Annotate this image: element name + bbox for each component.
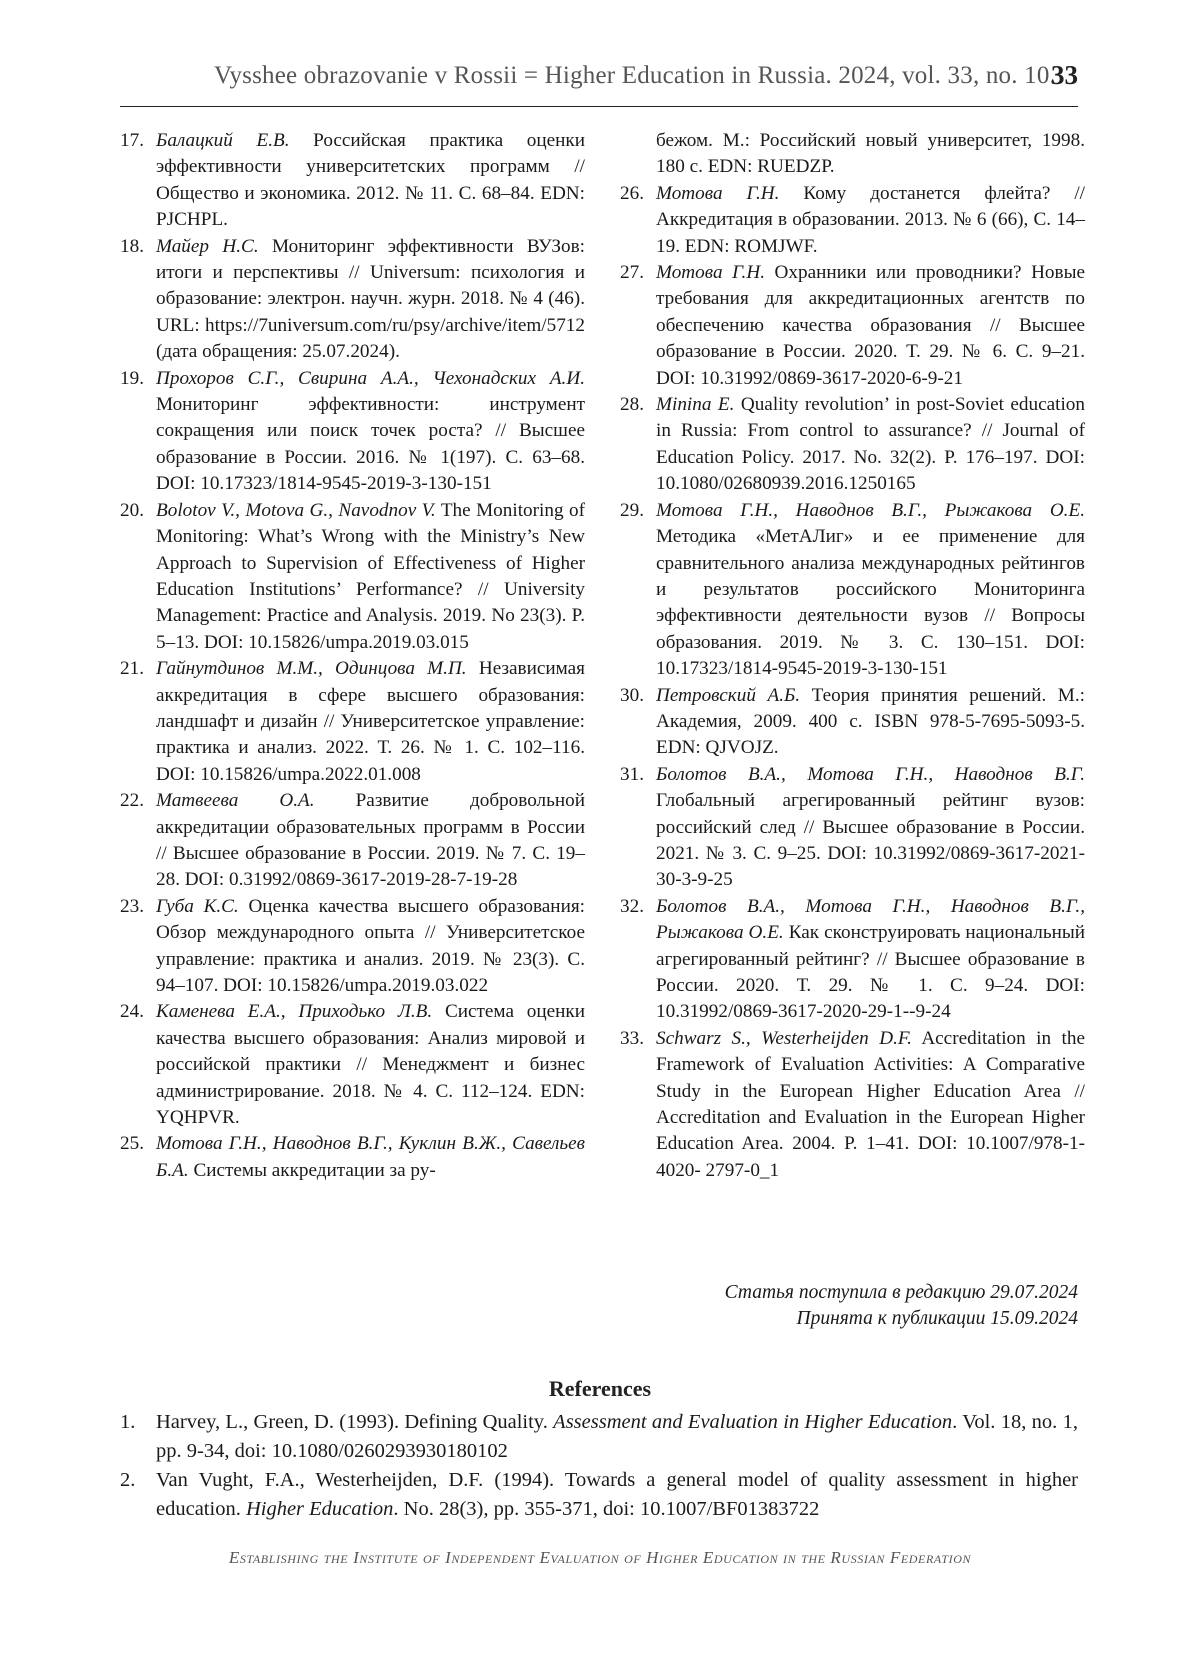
right-reference-column xyxy=(620,128,1085,1184)
reference-number: 26. xyxy=(620,182,644,204)
reference-text: Независимая аккредитация в сфере высшего образования: ландшафт и дизайн // Университетское управление: практика и анализ. 2022. Т. 26. № 1. С. 102–116. DOI: 10.15826/umpa.2022.01.008 xyxy=(156,658,586,785)
journal-title: Vysshee obrazovanie v Rossii = Higher Education in Russia. 2024, vol. 33, no. 10. xyxy=(214,62,1057,89)
reference-text: Quality revolution’ in post-Soviet education in Russia: From control to assurance? // Journal of Education Policy. 2017. No. 32(2). P. 176–197. DOI: 10.1080/02680939.2016.1250165 xyxy=(656,394,1085,495)
reference-authors: Болотов В.А., Мотова Г.Н., Наводнов В.Г. xyxy=(656,763,1085,785)
reference-text: Охранники или проводники? Новые требования для аккредитационных агентств по обеспечению качества образования // Высшее образование в России. 2020. Т. 29. № 6. С. 9–21. DOI: 10.31992/0869-3617-2020-6-9-21 xyxy=(656,262,1085,389)
reference-authors: Балацкий Е.В. xyxy=(156,130,290,151)
reference-number: 18. xyxy=(120,235,144,257)
reference-authors: Мотова Г.Н., Наводнов В.Г., Рыжакова О.Е. xyxy=(656,499,1085,521)
reference-details: . No. 28(3), pp. 355-371, doi: 10.1007/BF01383722 xyxy=(393,1498,820,1520)
page-number: 33 xyxy=(1051,60,1078,90)
reference-item xyxy=(620,894,1085,1026)
reference-number: 29. xyxy=(620,499,644,521)
reference-authors: Губа К.С. xyxy=(156,895,239,917)
reference-details: . Vol. 18, no. 1, pp. 9-34, doi: 10.1080/0260293930180102 xyxy=(156,1411,1078,1462)
reference-authors: Гайнутдинов М.М., Одинцова М.П. xyxy=(156,658,467,680)
journal-name: Assessment and Evaluation in Higher Education xyxy=(553,1411,953,1433)
reference-text: Система оценки качества высшего образования: Анализ мировой и российской практики // Менеджмент и бизнес администрирование. 2018. № 4. С. 112–124. EDN: YQHPVR. xyxy=(156,1001,585,1129)
reference-item xyxy=(120,234,585,366)
reference-number: 2. xyxy=(120,1469,136,1491)
reference-item xyxy=(120,656,585,788)
reference-number: 23. xyxy=(120,895,144,917)
english-reference-item xyxy=(120,1466,1078,1524)
journal-name: Higher Education xyxy=(245,1498,394,1520)
reference-authors: Minina E. xyxy=(656,394,735,416)
reference-number: 17. xyxy=(120,130,144,151)
reference-item xyxy=(120,894,585,1000)
reference-authors: Bolotov V., Motova G., Navodnov V. xyxy=(156,499,436,521)
reference-item xyxy=(120,999,585,1131)
reference-number: 21. xyxy=(120,658,144,680)
received-date: Статья поступила в редакцию 29.07.2024 xyxy=(724,1282,1078,1303)
reference-text: Российская практика оценки эффективности университетских программ // Общество и экономика. 2012. № 11. С. 68–84. EDN: PJCHPL. xyxy=(156,130,585,231)
reference-number: 22. xyxy=(120,790,144,812)
reference-item xyxy=(620,260,1085,392)
reference-number: 32. xyxy=(620,895,644,917)
reference-item xyxy=(620,1026,1085,1184)
reference-item xyxy=(620,498,1085,683)
reference-text: Теория принятия решений. М.: Академия, 2009. 400 с. ISBN 978-5-7695-5093-5. EDN: QJVOJZ. xyxy=(656,684,1085,759)
reference-item xyxy=(120,498,585,656)
reference-authors: Schwarz S., Westerheijden D.F. xyxy=(656,1027,912,1049)
reference-authors: Мотова Г.Н., Наводнов В.Г., Куклин В.Ж., Савельев Б.А. xyxy=(156,1133,585,1181)
reference-number: 25. xyxy=(120,1133,144,1155)
reference-number: 28. xyxy=(620,394,644,416)
reference-authors: Прохоров С.Г., Свирина А.А., Чехонадских А.И. xyxy=(156,367,585,389)
reference-item xyxy=(620,762,1085,894)
reference-item xyxy=(620,181,1085,260)
reference-number: 19. xyxy=(120,367,144,389)
reference-item xyxy=(620,392,1085,498)
reference-number: 24. xyxy=(120,1001,144,1023)
reference-text: бежом. М.: Российский новый университет, 1998. 180 с. EDN: RUEDZP. xyxy=(656,130,1085,178)
reference-text: Кому достанется флейта? // Аккредитация в образовании. 2013. № 6 (66), С. 14–19. EDN: ROMJWF. xyxy=(656,182,1086,257)
reference-text: Системы аккредитации за ру- xyxy=(188,1159,436,1181)
running-footer: Establishing the Institute of Independent Evaluation of Higher Education in the Russian Federation xyxy=(228,1548,972,1567)
english-references xyxy=(120,1408,1078,1524)
reference-text: Van Vught, F.A., Westerheijden, D.F. (1994). Towards a general model of quality assessment in higher education. xyxy=(156,1469,1078,1520)
reference-authors: Мотова Г.Н. xyxy=(656,182,780,204)
submission-dates xyxy=(725,1280,1078,1333)
english-reference-item xyxy=(120,1408,1078,1466)
reference-authors: Болотов В.А., Мотова Г.Н., Наводнов В.Г., Рыжакова О.Е. xyxy=(656,895,1085,944)
left-reference-column xyxy=(120,128,585,1184)
reference-item xyxy=(120,128,585,234)
reference-text: Как сконструировать национальный агрегированный рейтинг? // Высшее образование в России. 2020. Т. 29. № 1. С. 9–24. DOI: 10.31992/0869-3617-2020-29-1--9-24 xyxy=(656,922,1085,1023)
reference-authors: Майер Н.С. xyxy=(156,235,259,257)
reference-authors: Петровский А.Б. xyxy=(656,684,801,706)
reference-item xyxy=(120,1131,585,1184)
reference-text: Методика «МетАЛиг» и ее применение для сравнительного анализа международных рейтингов и результатов российского Мониторинга эффективности деятельности вузов // Вопросы образования. 2019. № 3. С. 130–151. DOI: 10.17323/1814-9545-2019-3-130-151 xyxy=(656,526,1085,680)
reference-text: Оценка качества высшего образования: Обзор международного опыта // Университетское управление: практика и анализ. 2019. № 23(3). С. 94–107. DOI: 10.15826/umpa.2019.03.022 xyxy=(156,895,585,996)
reference-number: 27. xyxy=(620,262,644,284)
reference-text: Мониторинг эффективности ВУЗов: итоги и перспективы // Universum: психология и образование: электрон. научн. журн. 2018. № 4 (46). URL: https://7universum.com/ru/psy/archive/item/5712 (дата обращения: 25.07.2024). xyxy=(156,235,585,363)
reference-text: The Monitoring of Monitoring: What’s Wrong with the Ministry’s New Approach to Supervision of Effectiveness of Higher Education Institutions’ Performance? // University Management: Practice and Analysis. 2019. No 23(3). P. 5–13. DOI: 10.15826/umpa.2019.03.015 xyxy=(156,499,585,653)
reference-authors: Матвеева О.А. xyxy=(156,790,315,812)
reference-item xyxy=(620,683,1085,762)
references-heading: References xyxy=(548,1376,652,1401)
reference-number: 31. xyxy=(620,763,644,785)
reference-text: Accreditation in the Framework of Evaluation Activities: A Comparative Study in the European Higher Education Area // Accreditation and Evaluation in the European Higher Education Area. 2004. P. 1–41. DOI: 10.1007/978-1-4020- 2797-0_1 xyxy=(656,1027,1085,1181)
reference-item xyxy=(620,128,1085,181)
reference-text: Harvey, L., Green, D. (1993). Defining Quality. xyxy=(156,1411,554,1433)
reference-text: Развитие добровольной аккредитации образовательных программ в России // Высшее образование в России. 2019. № 7. С. 19–28. DOI: 0.31992/0869-3617-2019-28-7-19-28 xyxy=(156,790,585,891)
running-header xyxy=(120,58,1078,107)
reference-authors: Каменева Е.А., Приходько Л.В. xyxy=(156,1001,433,1023)
reference-number: 33. xyxy=(620,1027,644,1049)
reference-item xyxy=(120,788,585,894)
reference-text: Мониторинг эффективности: инструмент сокращения или поиск точек роста? // Высшее образование в России. 2016. № 1(197). С. 63–68. DOI: 10.17323/1814-9545-2019-3-130-151 xyxy=(156,394,585,495)
reference-number: 20. xyxy=(120,499,144,521)
reference-authors: Мотова Г.Н. xyxy=(656,262,766,284)
accepted-date: Принята к публикации 15.09.2024 xyxy=(796,1308,1078,1330)
reference-number: 1. xyxy=(120,1411,136,1433)
reference-number: 30. xyxy=(620,684,644,706)
reference-text: Глобальный агрегированный рейтинг вузов: российский след // Высшее образование в России. 2021. № 3. С. 9–25. DOI: 10.31992/0869-3617-2021-30-3-9-25 xyxy=(656,790,1085,891)
reference-item xyxy=(120,366,585,498)
